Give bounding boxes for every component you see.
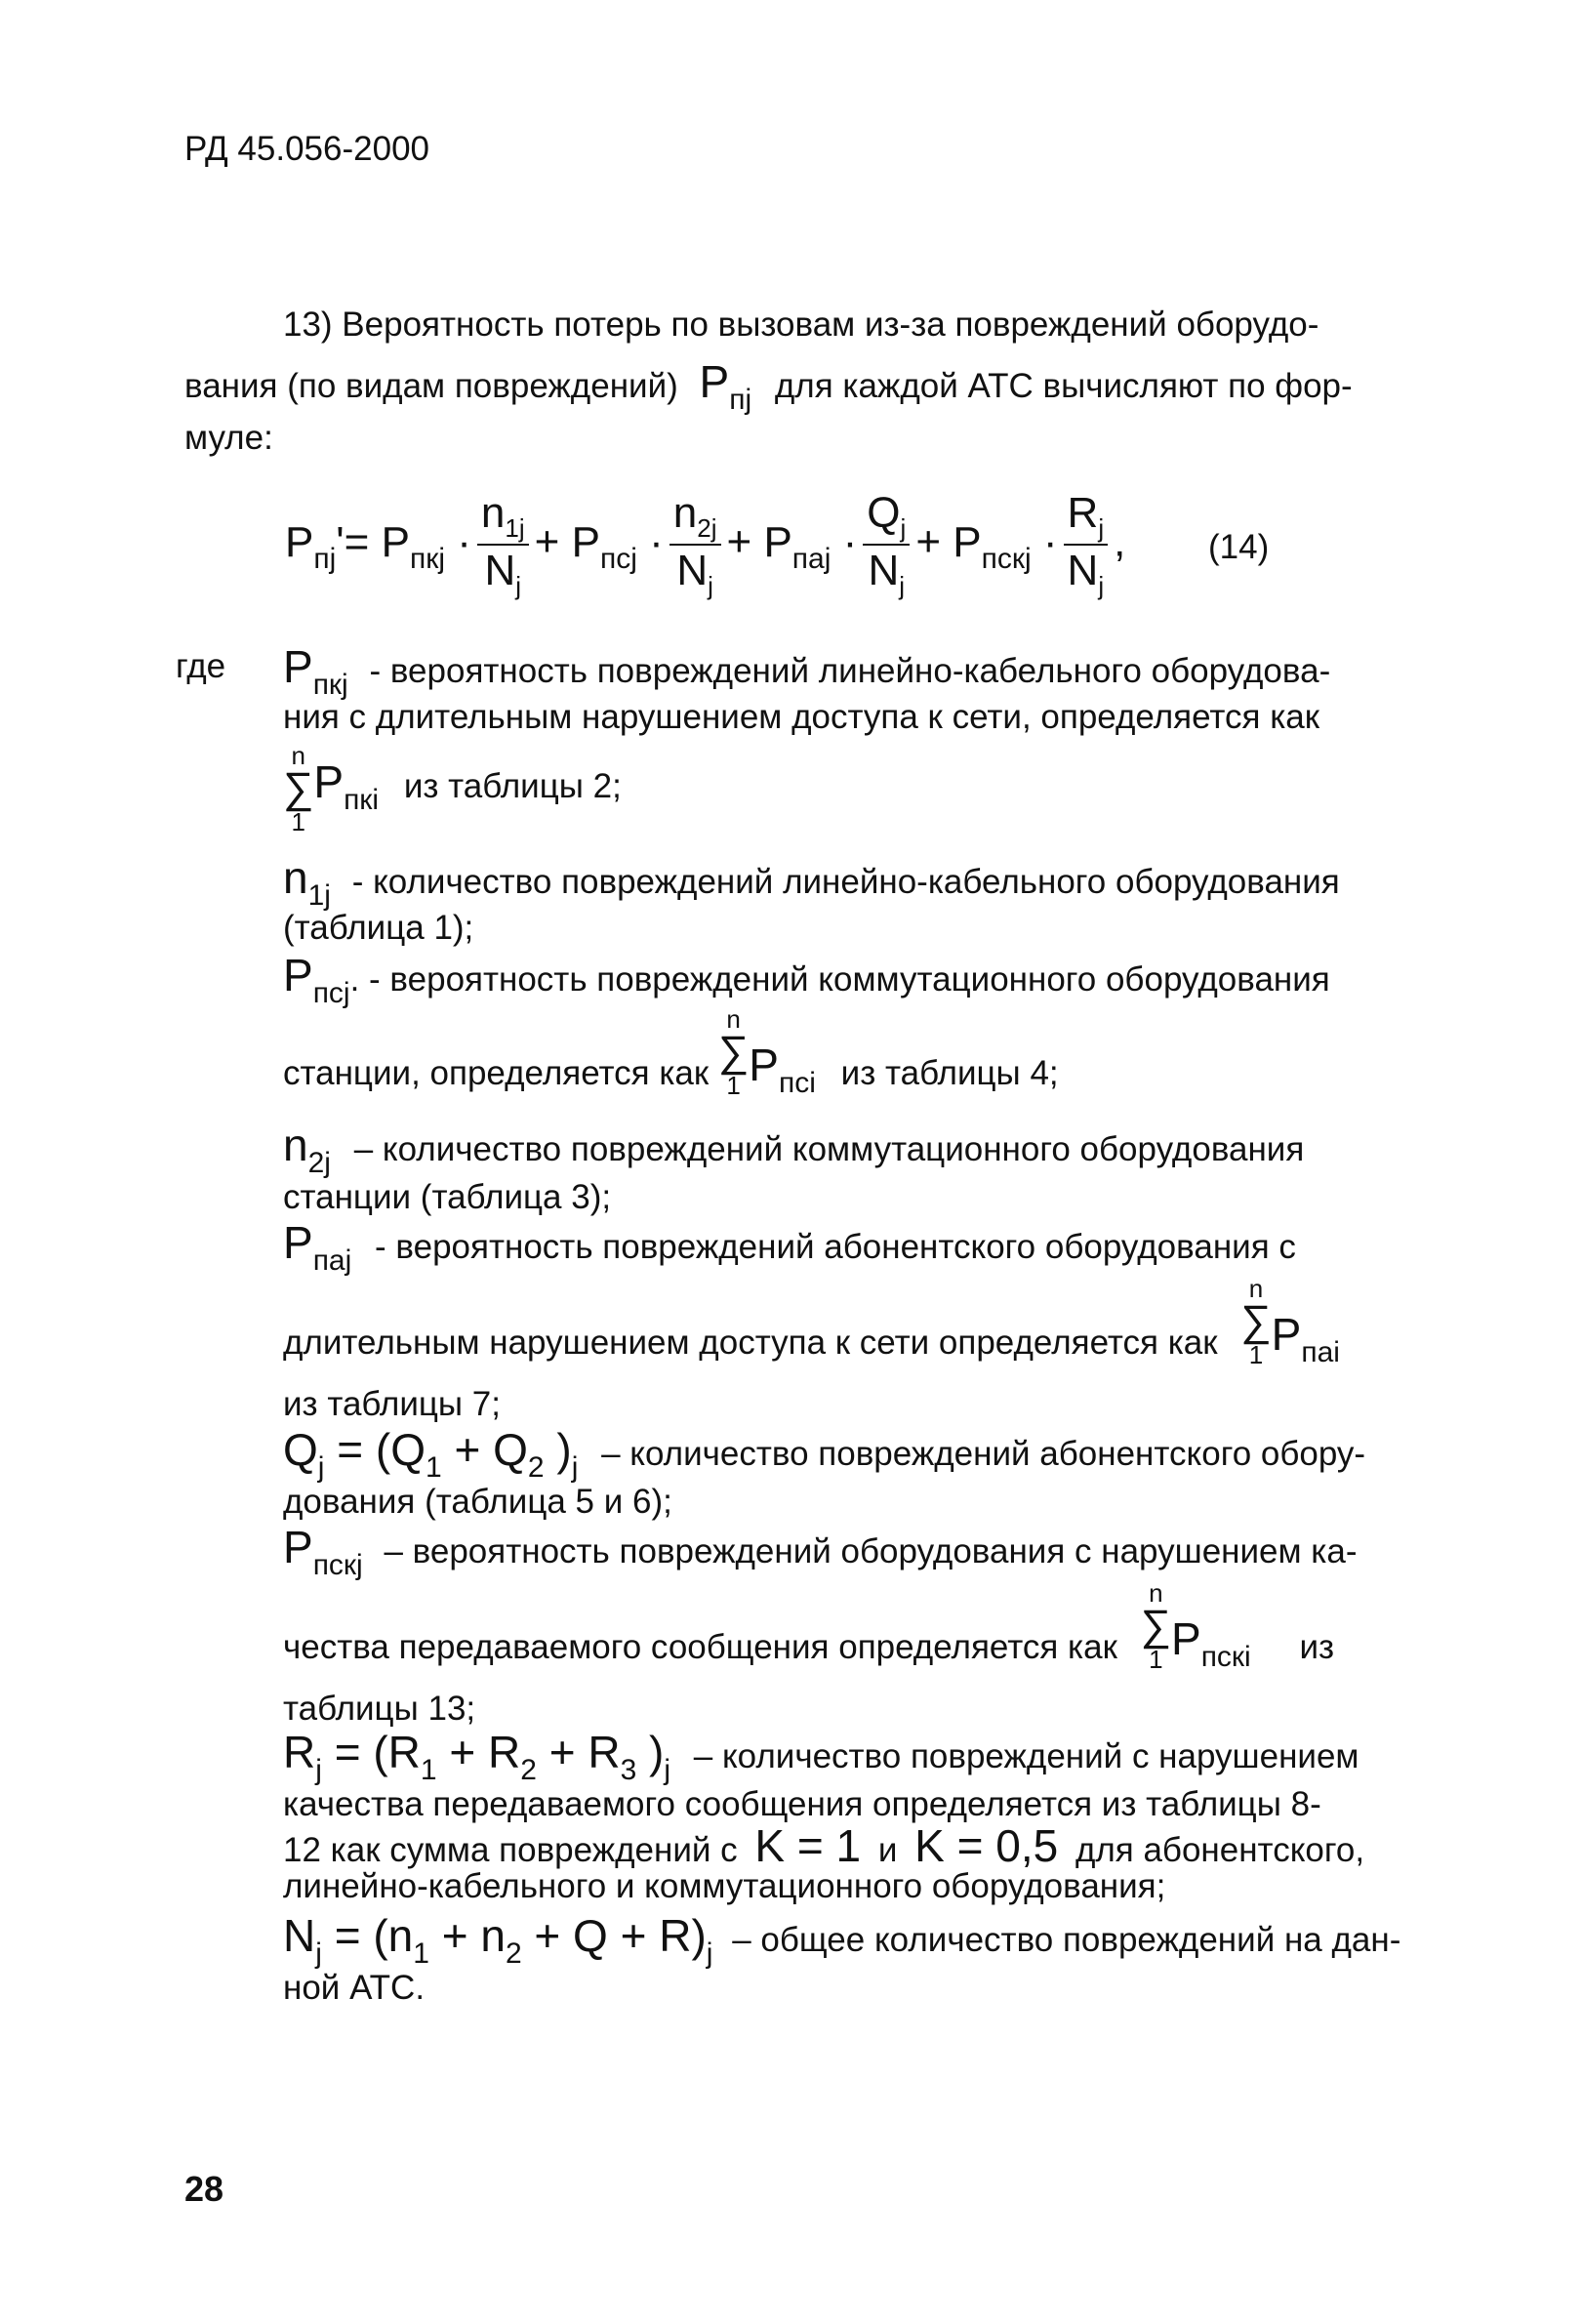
def9-line2: ной АТС. — [283, 1969, 426, 2007]
p-pj-symbol: $P_{пj}$ — [699, 356, 752, 416]
def1-line1: $P_{пкj}$ - вероятность повреждений линейно-кабельного оборудова- — [283, 641, 1331, 701]
fraction-1: $\frac{n_{1j}}{N_j}$ — [477, 488, 529, 601]
def5-sum-term: $P_{паi}$ — [1271, 1309, 1340, 1369]
formula-14: $P_{пj}'= P_{пкj}$ · $\frac{n_{1j}}{N_j}$ + $P_{пcj}$ · $\frac{n_{2j}}{N_j}$ + $P_{паj}$ · $\frac{Q_j}{N_j}$ + $P_{пскj}$ · $\frac{R_j}{N_j}$ , — [285, 489, 1126, 600]
def7-line1: $P_{пскj}$ – вероятность повреждений оборудования с нарушением ка- — [283, 1522, 1358, 1581]
formula-term3: $P_{паj}$ · — [763, 517, 858, 575]
def5-line1: $P_{паj}$ - вероятность повреждений абонентского оборудования с — [283, 1217, 1296, 1277]
def3-symbol: $P_{пcj}$ — [283, 950, 350, 1009]
def7-line3: таблицы 13; — [283, 1690, 476, 1728]
def5-sum: n ∑ 1 — [1240, 1274, 1272, 1369]
def3-line2: станции, определяется как n ∑ 1 $P_{пci}$ из таблицы 4; — [283, 1004, 1059, 1100]
def2-symbol: $n_{1j}$ — [283, 852, 331, 912]
def4-line2: станции (таблица 3); — [283, 1178, 612, 1216]
def2-line1: $n_{1j}$ - количество повреждений линейно-кабельного оборудования — [283, 852, 1340, 912]
def1-sum-line: n ∑ $1P_{пкi}$ из таблицы 2; — [283, 741, 622, 836]
def5-line3: из таблицы 7; — [283, 1385, 501, 1423]
para13-line3: муле: — [184, 419, 273, 457]
formula-term2: $P_{пcj}$ · — [571, 517, 664, 575]
def3-line1: $P_{пcj}$. - вероятность повреждений коммутационного оборудования — [283, 950, 1330, 1009]
fraction-2: $\frac{n_{2j}}{N_j}$ — [669, 488, 721, 601]
def8-line4: линейно-кабельного и коммутационного оборудования; — [283, 1867, 1166, 1905]
def8-expression: $R_j = (R_1 + R_2 + R_3$ )$_j$ — [283, 1727, 671, 1786]
def6-line1: $Q_j = (Q_1 + Q_2$ )$_j$ – количество повреждений абонентского обору- — [283, 1424, 1366, 1484]
def7-sum: n ∑ 1 — [1140, 1578, 1171, 1674]
def7-sum-term: $P_{пскi}$ — [1171, 1613, 1251, 1674]
def1-symbol: $P_{пкj}$ — [283, 641, 348, 701]
def8-line2: качества передаваемого сообщения определяется из таблицы 8- — [283, 1785, 1321, 1823]
def8-k2: K = 0,5 — [914, 1820, 1059, 1871]
def1-sum-term: $P_{пкi}$ — [313, 756, 380, 817]
def5-line2: длительным нарушением доступа к сети определяется как n ∑ 1 $P_{паi}$ — [283, 1274, 1340, 1369]
def7-line2: чества передаваемого сообщения определяется как n ∑ 1 $P_{пскi}$ из — [283, 1578, 1335, 1674]
def1-line2: ния с длительным нарушением доступа к сети, определяется как — [283, 698, 1320, 736]
def8-k1: K = 1 — [754, 1820, 862, 1871]
fraction-3: $\frac{Q_j}{N_j}$ — [863, 488, 910, 601]
def7-symbol: $P_{пскj}$ — [283, 1522, 363, 1581]
para13-line2-start: вания (по видам повреждений) — [184, 367, 678, 405]
formula-term1: $P_{пкj}$ · — [381, 517, 471, 575]
def4-line1: $n_{2j}$ – количество повреждений коммутационного оборудования — [283, 1120, 1305, 1179]
def6-expression: $Q_j = (Q_1 + Q_2$ )$_j$ — [283, 1424, 579, 1484]
def4-symbol: $n_{2j}$ — [283, 1120, 331, 1179]
where-label: где — [176, 647, 226, 685]
para13-line2-end: для каждой АТС вычисляют по фор- — [774, 367, 1353, 405]
def9-line1: $N_j = (n_1 + n_2 + Q + R)_j$ – общее количество повреждений на дан- — [283, 1910, 1401, 1970]
para13-line2 — [184, 356, 1353, 416]
def1-sum: n ∑ 1 — [283, 741, 314, 836]
document-code: РД 45.056-2000 — [184, 130, 429, 168]
def3-sum-term: $P_{пci}$ — [749, 1040, 816, 1100]
para13-line1: 13) Вероятность потерь по вызовам из-за повреждений оборудо- — [283, 306, 1319, 344]
def2-line2: (таблица 1); — [283, 909, 474, 947]
def8-line1: $R_j = (R_1 + R_2 + R_3$ )$_j$ – количество повреждений с нарушением — [283, 1727, 1359, 1786]
formula-term4: $P_{пскj}$ · — [953, 517, 1058, 575]
fraction-4: $\frac{R_j}{N_j}$ — [1064, 488, 1109, 601]
def3-sum: n ∑ 1 — [717, 1004, 750, 1100]
page-number: 28 — [184, 2169, 224, 2209]
formula-lhs: $P_{пj}'=$ — [285, 517, 370, 575]
def8-line3: 12 как сумма повреждений с K = 1 и K = 0,5 для абонентского, — [283, 1820, 1365, 1871]
def6-line2: дования (таблица 5 и 6); — [283, 1483, 672, 1521]
def5-symbol: $P_{паj}$ — [283, 1217, 352, 1277]
formula-number: (14) — [1208, 528, 1270, 566]
def9-expression: $N_j = (n_1 + n_2 + Q + R)_j$ — [283, 1910, 713, 1970]
